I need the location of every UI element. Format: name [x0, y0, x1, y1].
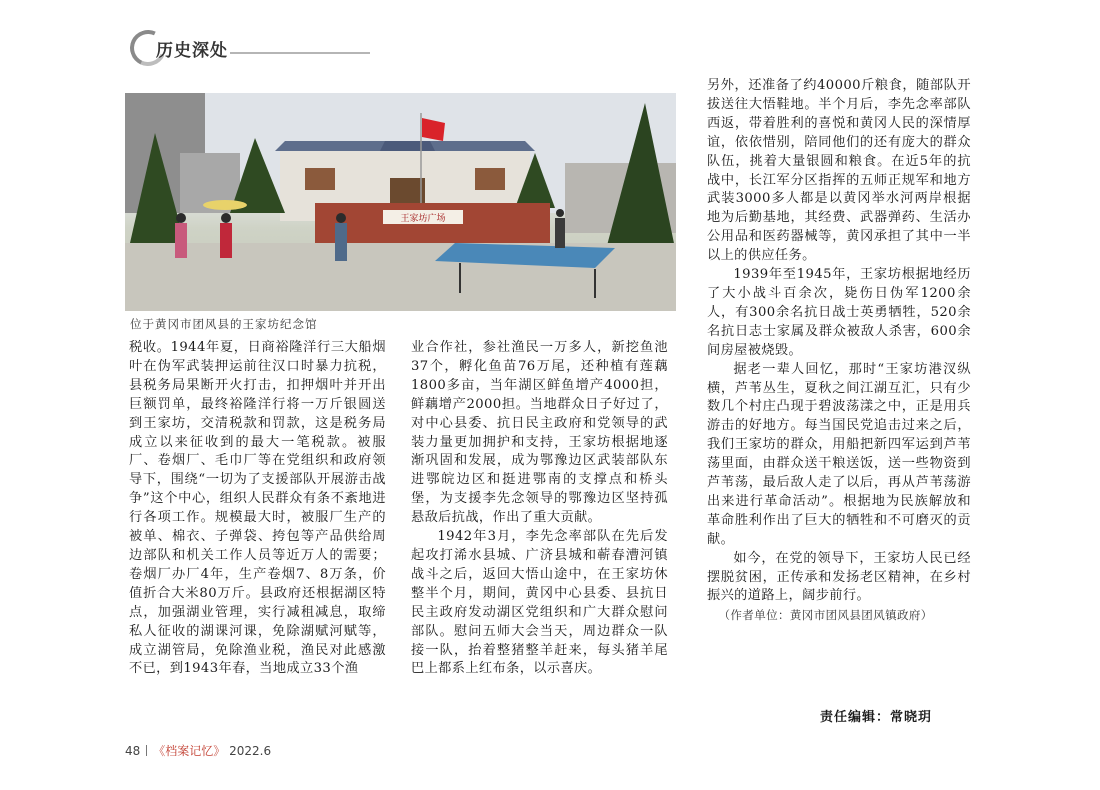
footer-divider	[146, 745, 147, 756]
paragraph: 1942年3月，李先念率部队在先后发起攻打浠水县城、广济县城和蕲春漕河镇战斗之后，返回大悟山途中，在王家坊休整半个月，期间，黄冈中心县委、县抗日民主政府发动湖区党组织和广大群众慰问部队。慰问五师大会当天，周边群众一队接一队，抬着整猪整羊赶来，每头猪羊尾巴上都系上红布条，以示喜庆。	[411, 529, 668, 677]
section-rule	[230, 52, 370, 54]
author-affiliation: （作者单位：黄冈市团风县团风镇政府）	[718, 608, 933, 623]
article-column-3	[707, 77, 971, 623]
memorial-photo	[125, 93, 676, 311]
paragraph: 另外，还准备了约40000斤粮食，随部队开拔送往大悟鞋地。半个月后，李先念率部队西返，带着胜利的喜悦和黄冈人民的深情厚谊，依依惜别，陪同他们的还有庞大的群众队伍，挑着大量银圆和粮食。在近5年的抗战中，长江军分区指挥的五师正规军和地方武装3000多人都是以黄冈举水河两岸根据地为后勤基地，其经费、武器弹药、生活办公用品和医药器械等，黄冈承担了其中一半以上的供应任务。	[707, 78, 971, 264]
photo-caption: 位于黄冈市团风县的王家坊纪念馆	[130, 317, 318, 331]
paragraph: 1939年至1945年，王家坊根据地经历了大小战斗百余次，毙伤日伪军1200余人，有300余名抗日战士英勇牺牲，520余名抗日志士家属及群众被敌人杀害，600余间房屋被烧毁。	[707, 267, 971, 358]
paragraph: 业合作社，参社渔民一万多人，新挖鱼池37个，孵化鱼苗76万尾，还种植有莲藕1800多亩，当年湖区鲜鱼增产4000担，鲜藕增产2000担。当地群众日子好过了，对中心县委、抗日民主政府和党领导的武装力量更加拥护和支持，王家坊根据地逐渐巩固和发展，成为鄂豫边区武装部队东进鄂皖边区和挺进鄂南的支撑点和桥头堡，为支援李先念领导的鄂豫边区坚持孤悬敌后抗战，作出了重大贡献。	[411, 340, 668, 526]
memorial-sign-text: 王家坊广场	[400, 214, 446, 224]
issue-number: 2022.6	[229, 744, 272, 758]
section-title: 历史深处	[156, 41, 228, 61]
paragraph: 据老一辈人回忆，那时“王家坊港汊纵横，芦苇丛生，夏秋之间江湖互汇，只有少数几个村庄凸现于碧波荡漾之中，正是用兵游击的好地方。每当国民党追击过来之后，我们王家坊的群众，用船把新四军运到芦苇荡里面，由群众送干粮送饭，送一些物资到芦苇荡，最后敌人走了以后，再从芦苇荡游出来进行革命活动”。根据地为民族解放和革命胜利作出了巨大的牺牲和不可磨灭的贡献。	[707, 361, 971, 547]
magazine-name: 《档案记忆》	[153, 744, 226, 758]
responsible-editor: 责任编辑：常晓玥	[820, 710, 933, 725]
article-column-1	[129, 339, 386, 679]
paragraph: 税收。1944年夏，日商裕隆洋行三大船烟叶在伪军武装押运前往汉口时暴力抗税，县税务局果断开火打击，扣押烟叶并开出巨额罚单，最终裕隆洋行将一万斤银圆送到王家坊，交清税款和罚款，这是税务局成立以来征收到的最大一笔税款。被服厂、卷烟厂、毛巾厂等在党组织和政府领导下，围绕“一切为了支援部队开展游击战争”这个中心，组织人民群众有条不紊地进行各项工作。规模最大时，被服厂生产的被单、棉衣、子弹袋、挎包等产品供给周边部队和机关工作人员等近万人的需要；卷烟厂办厂4年，生产卷烟7、8万条，价值折合大米80万斤。县政府还根据湖区特点，加强湖业管理，实行减租减息，取缔私人征收的湖课河课，免除湖赋河赋等，成立湖管局，免除渔业税，渔民对此感激不已，到1943年春，当地成立33个渔	[129, 340, 386, 677]
article-column-2	[411, 339, 668, 679]
paragraph: 如今，在党的领导下，王家坊人民已经摆脱贫困，正传承和发扬老区精神，在乡村振兴的道路上，阔步前行。	[707, 550, 971, 604]
section-header	[130, 28, 430, 68]
page-footer	[125, 742, 271, 759]
page-number: 48	[125, 744, 141, 758]
